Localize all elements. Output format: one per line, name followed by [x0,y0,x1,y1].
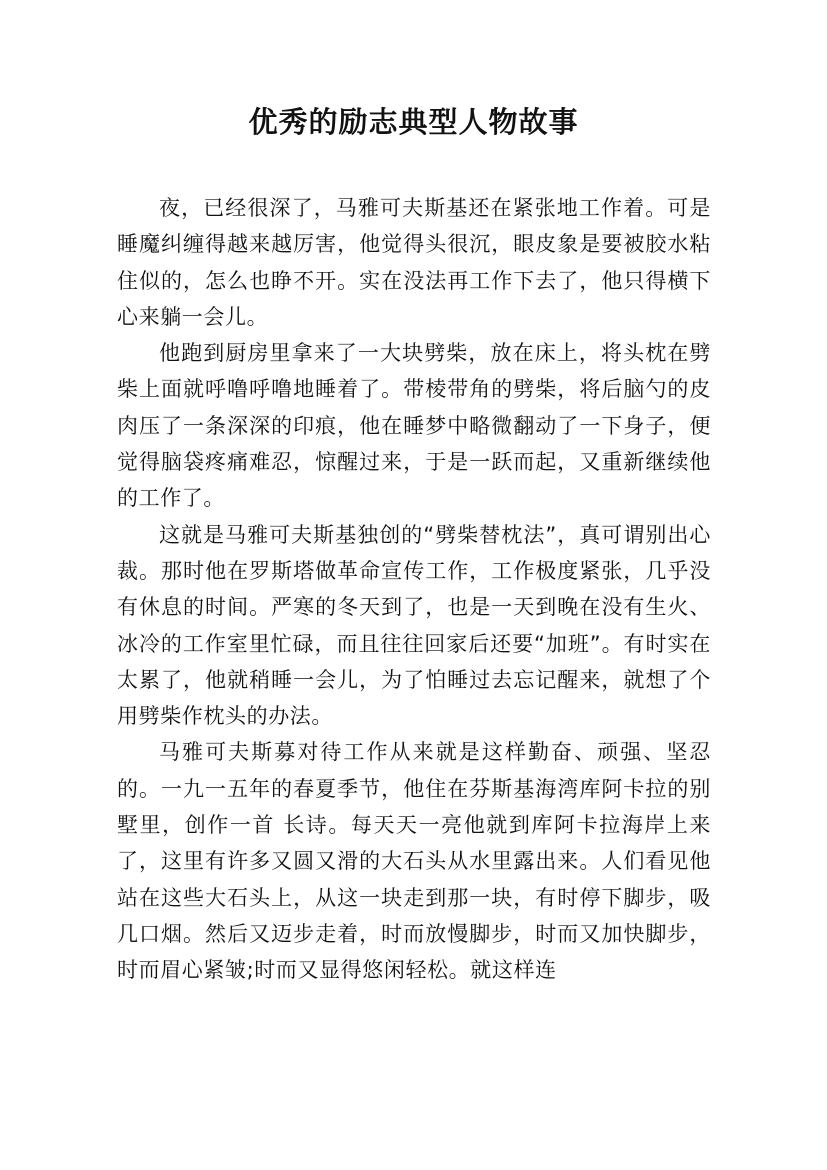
document-title: 优秀的励志典型人物故事 [248,105,579,139]
paragraph-4: 马雅可夫斯募对待工作从来就是这样勤奋、顽强、坚忍的。一九一五年的春夏季节，他住在芬斯基海湾库阿卡拉的别墅里，创作一首 长诗。每天天一亮他就到库阿卡拉海岸上来了，这里有许多又圆又滑的大石头从水里露出来。人们看见他站在这些大石头上，从这一块走到那一块，有时停下脚步，吸几口烟。然后又迈步走着，时而放慢脚步，时而又加快脚步，时而眉心紧皱;时而又显得悠闲轻松。就这样连 [117,740,711,983]
paragraph-3: 这就是马雅可夫斯基独创的“劈柴替枕法”，真可谓别出心裁。那时他在罗斯塔做革命宣传工作，工作极度紧张，几乎没有休息的时间。严寒的冬天到了，也是一天到晚在没有生火、冰冷的工作室里忙碌，而且往往回家后还要“加班”。有时实在太累了，他就稍睡一会儿，为了怕睡过去忘记醒来，就想了个用劈柴作枕头的办法。 [117,522,711,729]
paragraph-1: 夜，已经很深了，马雅可夫斯基还在紧张地工作着。可是睡魔纠缠得越来越厉害，他觉得头很沉，眼皮象是要被胶水粘住似的，怎么也睁不开。实在没法再工作下去了，他只得横下心来躺一会儿。 [117,196,711,329]
paragraph-2: 他跑到厨房里拿来了一大块劈柴，放在床上，将头枕在劈柴上面就呼噜呼噜地睡着了。带棱带角的劈柴，将后脑勺的皮肉压了一条深深的印痕，他在睡梦中略微翻动了一下身子，便觉得脑袋疼痛难忍，惊醒过来，于是一跃而起，又重新继续他的工作了。 [117,341,711,511]
document-body [117,190,711,989]
